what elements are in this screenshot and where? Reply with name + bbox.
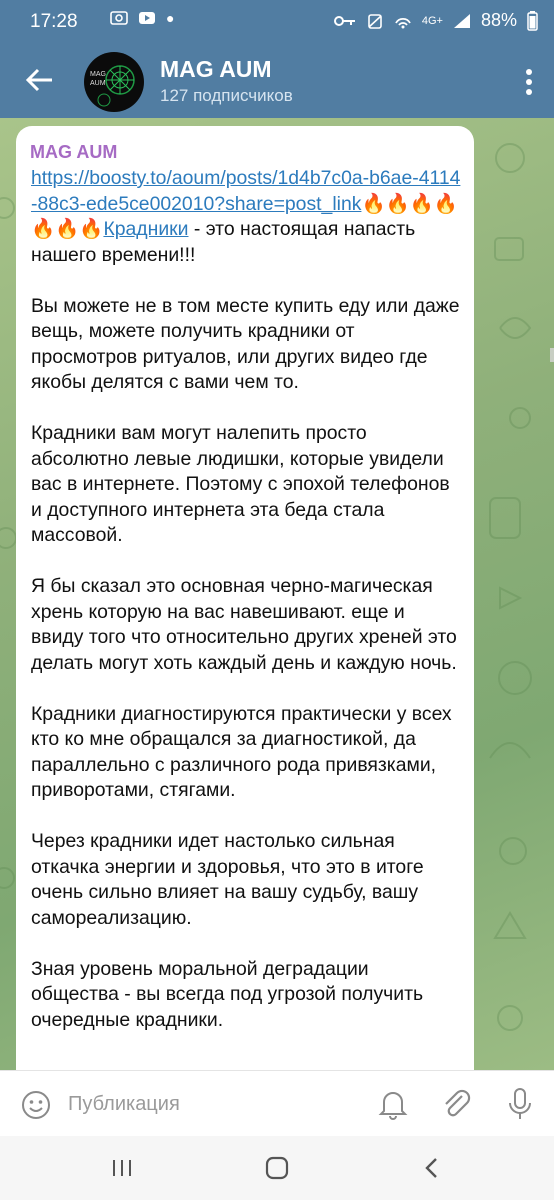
paragraph-3: Я бы сказал это основная черно-магическая хрень которую на вас навешивают. еще и ввиду того что относительно других хреней это делать могут хоть каждый день и каждую ночь. (31, 575, 463, 674)
home-icon[interactable] (263, 1154, 291, 1182)
back-nav-icon[interactable] (418, 1154, 446, 1182)
subscriber-count: 127 подписчиков (160, 86, 293, 105)
bell-icon[interactable] (378, 1088, 408, 1120)
wifi-call-icon (394, 13, 412, 29)
channel-title[interactable]: MAG AUM (160, 56, 272, 82)
chat-area[interactable] (0, 118, 554, 1070)
network-type: 4G+ (421, 14, 443, 27)
avatar-text: MAG AUM (90, 71, 106, 87)
paragraph-6: Зная уровень моральной деградации общества - вы всегда под угрозой получить очередные крадники. (31, 957, 429, 1031)
keyword-link[interactable]: Крадники (103, 218, 189, 240)
battery-level: 88% (480, 10, 517, 30)
emoji-icon[interactable] (20, 1089, 52, 1121)
silent-icon (366, 13, 384, 29)
youtube-icon (138, 10, 156, 26)
battery-icon (527, 11, 538, 31)
message-text (31, 166, 465, 1033)
status-left-icons (110, 10, 174, 26)
back-arrow-icon[interactable] (20, 60, 60, 100)
signal-icon (453, 13, 471, 29)
paragraph-5: Через крадники идет настолько сильная откачка энергии и здоровья, что это в итоге очень сильно влияет на вашу судьбу, вашу самореализацию. (31, 830, 430, 929)
gallery-icon (110, 10, 128, 26)
intro-text: - это настоящая напасть нашего времени!!! (31, 218, 421, 266)
message-sender[interactable]: MAG AUM (30, 142, 118, 162)
key-icon (334, 13, 356, 29)
boosty-link[interactable]: https://boosty.to/aoum/posts/1d4b7c0a-b6ae-4114-88c3-ede5ce002010?share=post_link (31, 167, 461, 215)
status-right-icons (334, 10, 538, 31)
dot-icon: ● (166, 10, 175, 26)
message-input[interactable]: Публикация (68, 1093, 180, 1115)
system-nav-bar (0, 1136, 554, 1200)
fire-emojis: 🔥🔥🔥🔥🔥🔥🔥 (31, 192, 459, 240)
scrollbar-indicator[interactable] (550, 348, 554, 362)
message-input-bar (0, 1070, 554, 1137)
status-bar (0, 0, 554, 44)
recent-apps-icon[interactable] (108, 1154, 136, 1182)
paragraph-2: Крадники вам могут налепить просто абсолютно левые людишки, которые увидели вас в интернете. Поэтому с эпохой телефонов и доступного интернета эта беда стала массовой. (31, 422, 456, 546)
avatar[interactable] (84, 52, 144, 112)
attach-icon[interactable] (440, 1088, 472, 1120)
status-time: 17:28 (30, 11, 78, 32)
chat-header (0, 44, 554, 118)
more-vert-icon[interactable] (524, 64, 534, 100)
paragraph-4: Крадники диагностируются практически у всех кто ко мне обращался за диагностикой, да параллельно с различного рода привязками, приворотами, стягами. (31, 702, 458, 801)
mic-icon[interactable] (506, 1087, 534, 1121)
paragraph-1: Вы можете не в том месте купить еду или даже вещь, можете получить крадники от просмотров ритуалов, или других видео где якобы делятся с вами чем то. (31, 294, 465, 393)
message-bubble[interactable] (16, 126, 474, 1070)
